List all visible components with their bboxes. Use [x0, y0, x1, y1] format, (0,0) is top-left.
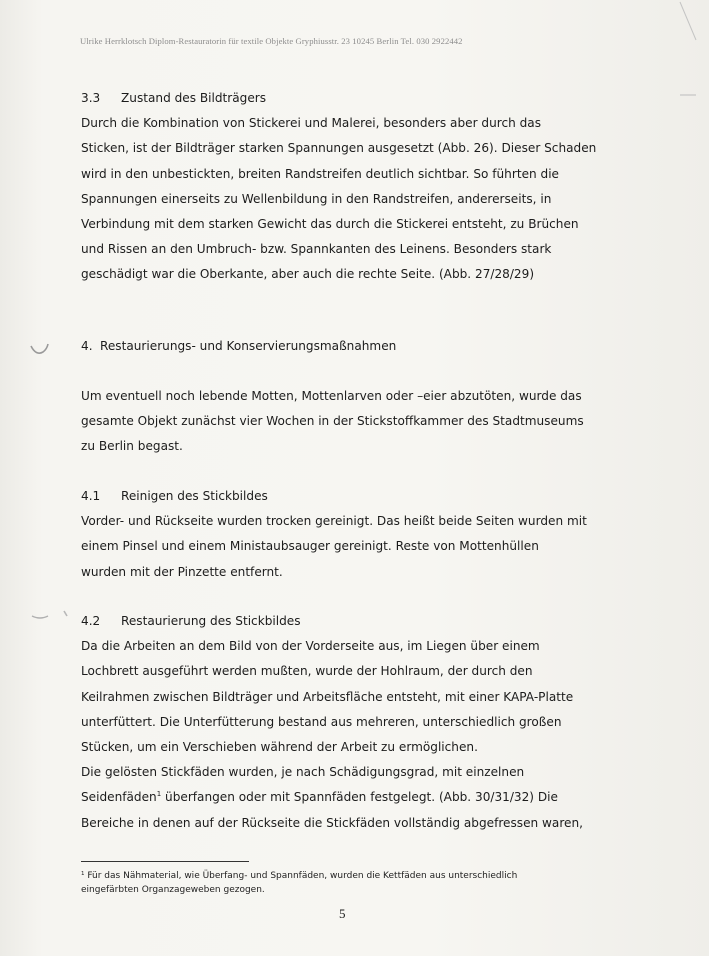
section-4-paragraph — [81, 384, 641, 460]
section-heading — [81, 334, 641, 359]
section-4 — [81, 334, 641, 359]
text-line: Die gelösten Stickfäden wurden, je nach Schädigungsgrad, mit einzelnen — [81, 765, 525, 780]
page-number: 5 — [339, 906, 346, 921]
text-line: Verbindung mit dem starken Gewicht das durch die Stickerei entsteht, zu Brüchen — [81, 217, 579, 232]
text-line: Bereiche in denen auf der Rückseite die Stickfäden vollständig abgefressen waren, — [81, 815, 583, 830]
footnote — [81, 869, 641, 897]
section-number: 4.1 — [81, 489, 101, 503]
text-line: und Rissen an den Umbruch- bzw. Spannkanten des Leinens. Besonders stark — [81, 242, 552, 257]
text-line: Durch die Kombination von Stickerei und Malerei, besonders aber durch das — [81, 116, 541, 131]
text-line: wurden mit der Pinzette entfernt. — [81, 564, 283, 579]
text-line: unterfüttert. Die Unterfütterung bestand aus mehreren, unterschiedlich großen — [81, 714, 562, 729]
footnote-text: eingefärbten Organzageweben gezogen. — [81, 885, 265, 895]
text-line-with-footnote — [81, 785, 641, 810]
text-line: gesamte Objekt zunächst vier Wochen in der Stickstoffkammer des Stadtmuseums — [81, 414, 584, 429]
section-heading — [81, 609, 641, 634]
footnote-mark: 1 — [81, 871, 85, 877]
text-line: zu Berlin begast. — [81, 439, 183, 454]
text-line: Lochbrett ausgeführt werden mußten, wurde der Hohlraum, der durch den — [81, 664, 533, 679]
text-line: geschädigt war die Oberkante, aber auch die rechte Seite. (Abb. 27/28/29) — [81, 267, 535, 282]
text-line: Stücken, um ein Verschieben während der Arbeit zu ermöglichen. — [81, 740, 478, 755]
text-fragment: überfangen oder mit Spannfäden festgelegt. (Abb. 30/31/32) Die — [161, 790, 558, 805]
section-title: Zustand des Bildträgers — [121, 91, 267, 105]
text-line: Sticken, ist der Bildträger starken Spannungen ausgesetzt (Abb. 26). Dieser Schaden — [81, 141, 597, 156]
footnote-reference[interactable]: 1 — [156, 790, 162, 799]
text-line: Da die Arbeiten an dem Bild von der Vorderseite aus, im Liegen über einem — [81, 639, 540, 654]
scan-mark — [30, 608, 74, 624]
section-4-2 — [81, 609, 641, 836]
footnote-divider — [81, 861, 249, 862]
section-title: Reinigen des Stickbildes — [121, 489, 268, 503]
section-heading — [81, 484, 641, 509]
section-number: 4. — [81, 339, 93, 353]
footnote-text: Für das Nähmaterial, wie Überfang- und Spannfäden, wurden die Kettfäden aus unterschiedlich — [84, 871, 518, 881]
section-title: Restaurierung des Stickbildes — [121, 614, 301, 628]
footnote-anchor-text: Seidenfäden — [81, 790, 157, 805]
scan-mark — [676, 90, 706, 100]
text-line: einem Pinsel und einem Ministaubsauger gereinigt. Reste von Mottenhüllen — [81, 539, 539, 554]
section-3-3 — [81, 86, 641, 288]
section-number: 3.3 — [81, 91, 101, 105]
section-4-1 — [81, 484, 641, 585]
section-number: 4.2 — [81, 614, 101, 628]
text-line: Um eventuell noch lebende Motten, Mottenlarven oder –eier abzutöten, wurde das — [81, 389, 582, 403]
section-heading — [81, 86, 641, 111]
letterhead: Ulrike Herrklotsch Diplom-Restauratorin für textile Objekte Gryphiusstr. 23 10245 Berlin Tel. 030 2922442 — [80, 36, 463, 46]
scan-mark — [672, 0, 709, 60]
section-title: Restaurierungs- und Konservierungsmaßnahmen — [100, 339, 397, 353]
scan-mark — [28, 340, 52, 360]
text-line: wird in den unbestickten, breiten Randstreifen deutlich sichtbar. So führten die — [81, 166, 559, 181]
text-line: Spannungen einerseits zu Wellenbildung in den Randstreifen, andererseits, in — [81, 191, 552, 206]
text-line: Vorder- und Rückseite wurden trocken gereinigt. Das heißt beide Seiten wurden mit — [81, 514, 587, 529]
text-line: Keilrahmen zwischen Bildträger und Arbeitsfläche entsteht, mit einer KAPA-Platte — [81, 689, 574, 704]
